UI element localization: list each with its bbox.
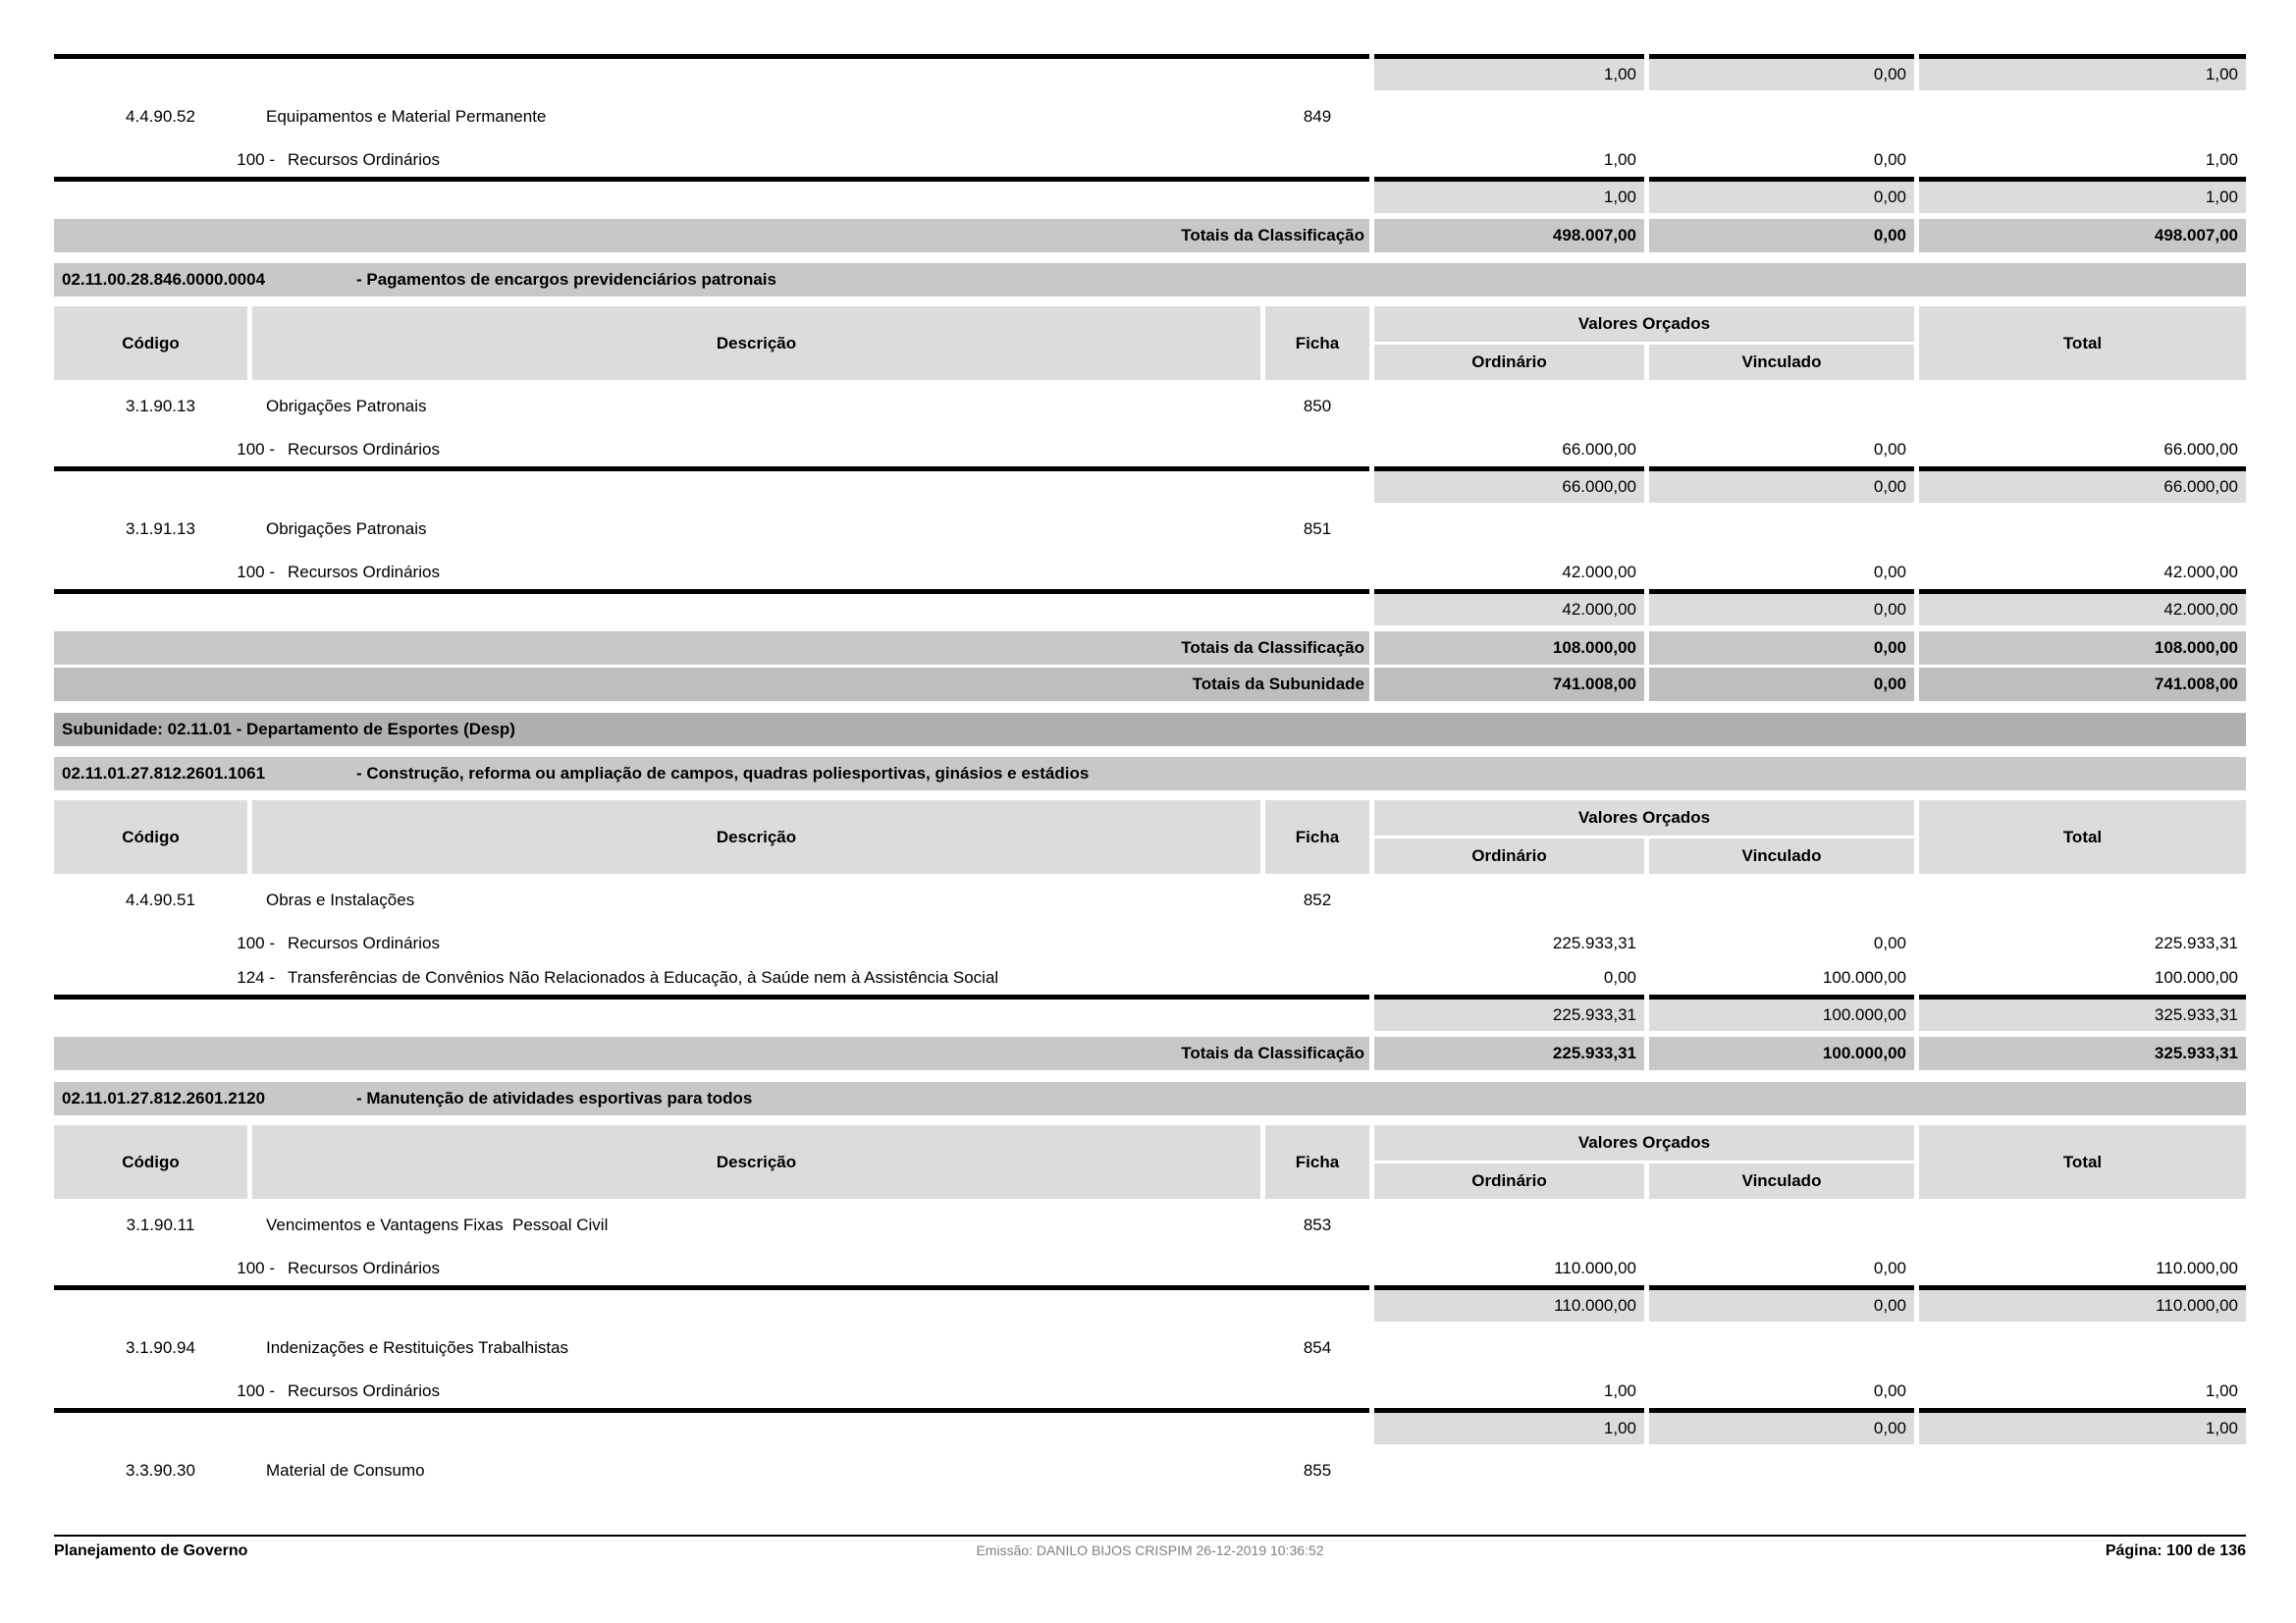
value-ordinario: 108.000,00 bbox=[1374, 631, 1644, 665]
budget-report-page bbox=[54, 54, 2246, 1496]
column-header-valores-orcados: Valores Orçados bbox=[1374, 306, 1914, 342]
subtotal-row bbox=[54, 466, 2246, 503]
value-total: 66.000,00 bbox=[1919, 466, 2246, 503]
value-total: 498.007,00 bbox=[1919, 219, 2246, 252]
value-vinculado: 0,00 bbox=[1873, 933, 1906, 952]
value-ordinario: 1,00 bbox=[1374, 1408, 1644, 1444]
resource-row bbox=[54, 142, 2246, 177]
footer-divider bbox=[54, 1535, 2246, 1537]
classification-code: 3.3.90.30 bbox=[126, 1460, 195, 1480]
ficha-number: 850 bbox=[1303, 396, 1332, 415]
classification-row bbox=[54, 380, 2246, 432]
classification-code: 3.1.90.13 bbox=[126, 396, 195, 415]
ficha-number: 855 bbox=[1303, 1460, 1332, 1480]
value-total: 108.000,00 bbox=[1919, 631, 2246, 665]
value-ordinario: 66.000,00 bbox=[1374, 466, 1644, 503]
classification-code: 3.1.90.94 bbox=[126, 1337, 195, 1357]
resource-description: Recursos Ordinários bbox=[288, 439, 440, 459]
section-code: 02.11.00.28.846.0000.0004 bbox=[62, 270, 266, 289]
classification-row bbox=[54, 1199, 2246, 1251]
ficha-number: 852 bbox=[1303, 890, 1332, 909]
value-vinculado: 0,00 bbox=[1649, 1408, 1914, 1444]
value-ordinario: 1,00 bbox=[1603, 1380, 1636, 1400]
table-column-header bbox=[54, 1125, 2246, 1199]
resource-description: Recursos Ordinários bbox=[288, 149, 440, 169]
resource-code: 100 - bbox=[237, 439, 275, 459]
classification-row bbox=[54, 874, 2246, 926]
ficha-number: 849 bbox=[1303, 106, 1332, 126]
resource-label bbox=[54, 440, 1369, 460]
column-header-ordinario: Ordinário bbox=[1374, 1163, 1644, 1199]
column-header-valores-orcados: Valores Orçados bbox=[1374, 1125, 1914, 1161]
value-total: 42.000,00 bbox=[1919, 589, 2246, 625]
column-header-valores-orcados: Valores Orçados bbox=[1374, 800, 1914, 836]
value-vinculado: 0,00 bbox=[1873, 439, 1906, 459]
resource-label bbox=[54, 1381, 1369, 1401]
subunit-header-text: Subunidade: 02.11.01 - Departamento de Esportes (Desp) bbox=[54, 713, 2246, 746]
column-header-descricao: Descrição bbox=[252, 306, 1260, 380]
value-vinculado: 100.000,00 bbox=[1649, 995, 1914, 1031]
value-vinculado: 0,00 bbox=[1649, 219, 1914, 252]
column-header-codigo: Código bbox=[54, 306, 247, 380]
value-vinculado: 0,00 bbox=[1649, 466, 1914, 503]
section-header-text bbox=[54, 1082, 2246, 1115]
resource-code: 100 - bbox=[237, 933, 275, 952]
section-title: - Pagamentos de encargos previdenciários patronais bbox=[356, 270, 776, 289]
resource-description: Recursos Ordinários bbox=[288, 562, 440, 581]
value-total: 42.000,00 bbox=[2163, 562, 2238, 581]
section-header bbox=[54, 1082, 2246, 1115]
value-total: 225.933,31 bbox=[2154, 933, 2238, 952]
classification-description: Obrigações Patronais bbox=[266, 518, 427, 538]
resource-row bbox=[54, 926, 2246, 960]
section-header-text bbox=[54, 757, 2246, 790]
resource-row bbox=[54, 555, 2246, 589]
value-ordinario: 110.000,00 bbox=[1374, 1285, 1644, 1322]
column-header-ordinario: Ordinário bbox=[1374, 839, 1644, 874]
value-total: 110.000,00 bbox=[1919, 1285, 2246, 1322]
value-total: 325.933,31 bbox=[1919, 995, 2246, 1031]
classification-code: 4.4.90.51 bbox=[126, 890, 195, 909]
totals-label: Totais da Classificação bbox=[54, 1037, 1369, 1070]
resource-description: Transferências de Convênios Não Relacionados à Educação, à Saúde nem à Assistência Social bbox=[288, 967, 999, 987]
value-total: 325.933,31 bbox=[1919, 1037, 2246, 1070]
totals-subunidade-row bbox=[54, 668, 2246, 701]
subtotal-spacer bbox=[54, 589, 1369, 625]
value-vinculado: 100.000,00 bbox=[1649, 1037, 1914, 1070]
column-header-ficha: Ficha bbox=[1265, 800, 1369, 874]
value-ordinario: 1,00 bbox=[1374, 177, 1644, 213]
resource-code: 100 - bbox=[237, 562, 275, 581]
footer-emission-info: Emissão: DANILO BIJOS CRISPIM 26-12-2019 10:36:52 bbox=[976, 1542, 1324, 1558]
section-code: 02.11.01.27.812.2601.1061 bbox=[62, 764, 266, 783]
subunit-header bbox=[54, 713, 2246, 746]
value-total: 1,00 bbox=[2205, 149, 2238, 169]
value-vinculado: 0,00 bbox=[1649, 589, 1914, 625]
classification-description: Obrigações Patronais bbox=[266, 396, 427, 415]
classification-description: Indenizações e Restituições Trabalhistas bbox=[266, 1337, 569, 1357]
resource-code: 124 - bbox=[237, 967, 275, 987]
column-header-vinculado: Vinculado bbox=[1649, 1163, 1914, 1199]
resource-code: 100 - bbox=[237, 149, 275, 169]
table-column-header bbox=[54, 800, 2246, 874]
value-vinculado: 0,00 bbox=[1873, 1258, 1906, 1277]
value-total: 1,00 bbox=[1919, 1408, 2246, 1444]
value-ordinario: 1,00 bbox=[1374, 54, 1644, 90]
column-header-total: Total bbox=[1919, 1125, 2246, 1199]
classification-row bbox=[54, 90, 2246, 142]
subtotal-row bbox=[54, 995, 2246, 1031]
column-header-ordinario: Ordinário bbox=[1374, 345, 1644, 380]
column-header-codigo: Código bbox=[54, 800, 247, 874]
value-ordinario: 1,00 bbox=[1603, 149, 1636, 169]
table-column-header bbox=[54, 306, 2246, 380]
value-total: 1,00 bbox=[2205, 1380, 2238, 1400]
value-vinculado: 0,00 bbox=[1649, 177, 1914, 213]
value-ordinario: 225.933,31 bbox=[1374, 1037, 1644, 1070]
column-header-vinculado: Vinculado bbox=[1649, 345, 1914, 380]
totals-label: Totais da Subunidade bbox=[54, 668, 1369, 701]
value-total: 1,00 bbox=[1919, 54, 2246, 90]
subtotal-row bbox=[54, 177, 2246, 213]
resource-code: 100 - bbox=[237, 1380, 275, 1400]
value-vinculado: 0,00 bbox=[1649, 1285, 1914, 1322]
value-vinculado: 0,00 bbox=[1873, 149, 1906, 169]
ficha-number: 854 bbox=[1303, 1337, 1332, 1357]
classification-description: Vencimentos e Vantagens Fixas Pessoal Civil bbox=[266, 1215, 609, 1234]
subtotal-spacer bbox=[54, 995, 1369, 1031]
section-header bbox=[54, 263, 2246, 297]
resource-code: 100 - bbox=[237, 1258, 275, 1277]
value-ordinario: 66.000,00 bbox=[1562, 439, 1636, 459]
subtotal-spacer bbox=[54, 1285, 1369, 1322]
column-header-descricao: Descrição bbox=[252, 1125, 1260, 1199]
column-header-total: Total bbox=[1919, 306, 2246, 380]
column-header-total: Total bbox=[1919, 800, 2246, 874]
column-header-ficha: Ficha bbox=[1265, 1125, 1369, 1199]
resource-label bbox=[54, 968, 1369, 988]
value-ordinario: 42.000,00 bbox=[1374, 589, 1644, 625]
column-header-vinculado: Vinculado bbox=[1649, 839, 1914, 874]
classification-row bbox=[54, 1322, 2246, 1374]
value-vinculado: 0,00 bbox=[1649, 631, 1914, 665]
classification-code: 4.4.90.52 bbox=[126, 106, 195, 126]
ficha-number: 851 bbox=[1303, 518, 1332, 538]
value-vinculado: 100.000,00 bbox=[1822, 967, 1906, 987]
classification-description: Material de Consumo bbox=[266, 1460, 425, 1480]
subtotal-row bbox=[54, 1285, 2246, 1322]
value-total: 741.008,00 bbox=[1919, 668, 2246, 701]
totals-classificacao-row bbox=[54, 219, 2246, 252]
value-vinculado: 0,00 bbox=[1873, 1380, 1906, 1400]
classification-description: Equipamentos e Material Permanente bbox=[266, 106, 547, 126]
subtotal-spacer bbox=[54, 177, 1369, 213]
resource-label bbox=[54, 934, 1369, 953]
section-header-text bbox=[54, 263, 2246, 297]
value-ordinario: 741.008,00 bbox=[1374, 668, 1644, 701]
value-vinculado: 0,00 bbox=[1649, 668, 1914, 701]
value-total: 1,00 bbox=[1919, 177, 2246, 213]
column-header-ficha: Ficha bbox=[1265, 306, 1369, 380]
totals-label: Totais da Classificação bbox=[54, 631, 1369, 665]
value-ordinario: 0,00 bbox=[1603, 967, 1636, 987]
totals-classificacao-row bbox=[54, 631, 2246, 665]
subtotal-row bbox=[54, 54, 2246, 90]
resource-row bbox=[54, 1251, 2246, 1285]
classification-row bbox=[54, 503, 2246, 555]
resource-description: Recursos Ordinários bbox=[288, 1380, 440, 1400]
section-title: - Construção, reforma ou ampliação de campos, quadras poliesportivas, ginásios e estádios bbox=[356, 764, 1090, 783]
section-code: 02.11.01.27.812.2601.2120 bbox=[62, 1089, 266, 1108]
value-total: 100.000,00 bbox=[2154, 967, 2238, 987]
value-ordinario: 225.933,31 bbox=[1552, 933, 1636, 952]
classification-code: 3.1.90.11 bbox=[126, 1215, 195, 1234]
subtotal-spacer bbox=[54, 466, 1369, 503]
column-header-codigo: Código bbox=[54, 1125, 247, 1199]
subtotal-spacer bbox=[54, 54, 1369, 90]
section-header bbox=[54, 757, 2246, 790]
resource-row bbox=[54, 432, 2246, 466]
subtotal-row bbox=[54, 1408, 2246, 1444]
classification-code: 3.1.91.13 bbox=[126, 518, 195, 538]
value-total: 110.000,00 bbox=[2156, 1258, 2238, 1277]
resource-description: Recursos Ordinários bbox=[288, 933, 440, 952]
footer-report-title: Planejamento de Governo bbox=[54, 1542, 248, 1559]
value-ordinario: 225.933,31 bbox=[1374, 995, 1644, 1031]
resource-description: Recursos Ordinários bbox=[288, 1258, 440, 1277]
value-vinculado: 0,00 bbox=[1649, 54, 1914, 90]
subtotal-row bbox=[54, 589, 2246, 625]
value-ordinario: 110.000,00 bbox=[1554, 1258, 1636, 1277]
resource-row bbox=[54, 960, 2246, 995]
resource-label bbox=[54, 563, 1369, 582]
section-title: - Manutenção de atividades esportivas para todos bbox=[356, 1089, 753, 1108]
subtotal-spacer bbox=[54, 1408, 1369, 1444]
resource-label bbox=[54, 150, 1369, 170]
totals-classificacao-row bbox=[54, 1037, 2246, 1070]
classification-description: Obras e Instalações bbox=[266, 890, 415, 909]
resource-row bbox=[54, 1374, 2246, 1408]
page-footer bbox=[54, 1542, 2246, 1560]
totals-label: Totais da Classificação bbox=[54, 219, 1369, 252]
ficha-number: 853 bbox=[1303, 1215, 1332, 1234]
value-vinculado: 0,00 bbox=[1873, 562, 1906, 581]
column-header-descricao: Descrição bbox=[252, 800, 1260, 874]
classification-row bbox=[54, 1444, 2246, 1496]
value-total: 66.000,00 bbox=[2163, 439, 2238, 459]
value-ordinario: 42.000,00 bbox=[1562, 562, 1636, 581]
value-ordinario: 498.007,00 bbox=[1374, 219, 1644, 252]
resource-label bbox=[54, 1259, 1369, 1278]
footer-page-number: Página: 100 de 136 bbox=[2105, 1542, 2246, 1559]
